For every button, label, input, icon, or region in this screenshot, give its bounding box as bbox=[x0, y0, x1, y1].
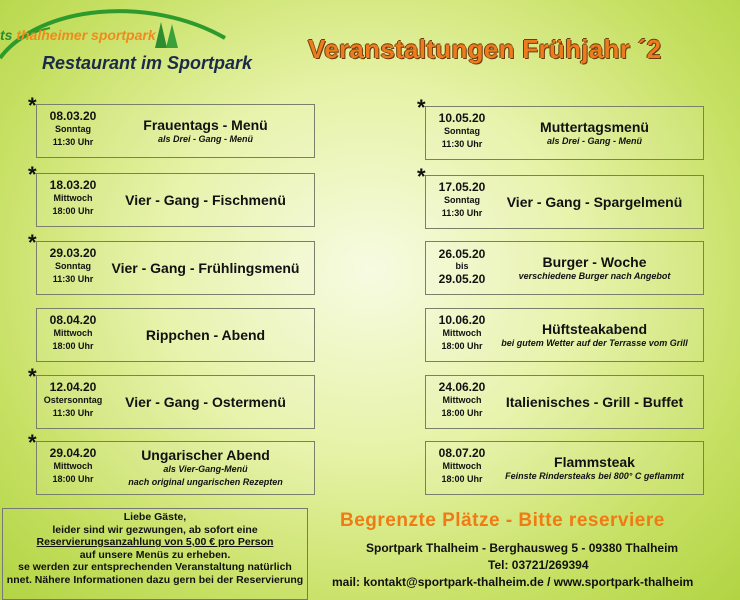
event-date: 24.06.20 Mittwoch 18:00 Uhr bbox=[438, 380, 486, 418]
event-note: verschiedene Burger nach Angebot bbox=[518, 270, 671, 281]
asterisk-icon: * bbox=[417, 164, 426, 189]
event-title: Vier - Gang - Ostermenü bbox=[125, 394, 286, 410]
event-date: 08.07.20 Mittwoch 18:00 Uhr bbox=[438, 446, 486, 484]
notice-line: se werden zur entsprechenden Veranstaltung natürlich bbox=[18, 561, 292, 573]
event-date: 10.05.20 Sonntag 11:30 Uhr bbox=[438, 111, 486, 149]
asterisk-icon: * bbox=[28, 162, 37, 187]
event-card bbox=[28, 93, 315, 158]
event-note: bei gutem Wetter auf der Terrasse vom Grill bbox=[501, 337, 688, 348]
event-note: als Drei - Gang - Menü bbox=[157, 133, 253, 144]
event-title: Rippchen - Abend bbox=[145, 327, 266, 343]
event-date: 18.03.20 Mittwoch 18:00 Uhr bbox=[49, 178, 97, 216]
event-title: Vier - Gang - Spargelmenü bbox=[506, 194, 683, 210]
event-card bbox=[417, 164, 704, 229]
event-date: 08.03.20 Sonntag 11:30 Uhr bbox=[49, 109, 97, 147]
event-date: 29.03.20 Sonntag 11:30 Uhr bbox=[49, 246, 97, 284]
event-note: Feinste Rindersteaks bei 800° C geflammt bbox=[505, 470, 684, 481]
event-date: 08.04.20 Mittwoch 18:00 Uhr bbox=[49, 313, 97, 351]
event-card bbox=[425, 308, 704, 362]
asterisk-icon: * bbox=[28, 230, 37, 255]
reservation-banner: Begrenzte Plätze - Bitte reserviere bbox=[340, 510, 665, 531]
notice-line: leider sind wir gezwungen, ab sofort eine bbox=[52, 523, 258, 536]
event-content bbox=[97, 442, 314, 494]
event-date: 12.04.20 Ostersonntag 11:30 Uhr bbox=[43, 380, 103, 418]
tree-icon bbox=[154, 22, 182, 50]
event-content bbox=[97, 105, 314, 157]
event-content bbox=[486, 442, 703, 494]
event-content bbox=[486, 107, 703, 159]
notice-line: Liebe Gäste, bbox=[123, 511, 187, 523]
event-content bbox=[486, 309, 703, 361]
event-card bbox=[28, 430, 315, 495]
asterisk-icon: * bbox=[28, 364, 37, 389]
event-date: 26.05.20 bis 29.05.20 bbox=[438, 247, 486, 286]
event-card bbox=[28, 364, 315, 429]
event-note: als Vier-Gang-Menü bbox=[163, 464, 248, 474]
event-content bbox=[97, 376, 314, 428]
event-card bbox=[425, 375, 704, 429]
page-title: Veranstaltungen Frühjahr ´2 bbox=[308, 34, 662, 64]
event-card bbox=[28, 230, 315, 295]
event-date: 29.04.20 Mittwoch 18:00 Uhr bbox=[49, 446, 97, 484]
event-title: Burger - Woche bbox=[542, 253, 647, 270]
asterisk-icon: * bbox=[417, 95, 426, 120]
subtitle: Restaurant im Sportpark bbox=[42, 53, 253, 73]
event-title: Vier - Gang - Frühlingsmenü bbox=[111, 260, 300, 276]
event-content bbox=[486, 242, 703, 294]
phone: Tel: 03721/269394 bbox=[488, 558, 589, 572]
event-card bbox=[28, 162, 315, 227]
event-title: Hüftsteakabend bbox=[541, 320, 648, 337]
asterisk-icon: * bbox=[28, 430, 37, 455]
event-card bbox=[425, 241, 704, 295]
notice-box bbox=[2, 508, 308, 600]
event-card bbox=[36, 308, 315, 362]
event-title: Flammsteak bbox=[554, 453, 635, 470]
event-content bbox=[486, 176, 703, 228]
event-note: nach original ungarischen Rezepten bbox=[128, 477, 283, 487]
asterisk-icon: * bbox=[28, 93, 37, 118]
event-title: Italienisches - Grill - Buffet bbox=[505, 394, 684, 410]
event-title: Muttertagsmenü bbox=[540, 118, 649, 135]
event-title: Ungarischer Abend bbox=[141, 447, 270, 463]
notice-line: Reservierungsanzahlung von 5,00 € pro Person bbox=[36, 536, 274, 548]
event-content bbox=[97, 309, 314, 361]
event-note: als Drei - Gang - Menü bbox=[546, 135, 642, 146]
address: Sportpark Thalheim - Berghausweg 5 - 09380 Thalheim bbox=[366, 541, 679, 555]
event-content bbox=[486, 376, 703, 428]
event-card bbox=[417, 95, 704, 160]
notice-line: auf unsere Menüs zu erheben. bbox=[79, 548, 231, 561]
event-date: 10.06.20 Mittwoch 18:00 Uhr bbox=[438, 313, 486, 351]
contact-links: mail: kontakt@sportpark-thalheim.de / www.sportpark-thalheim bbox=[332, 575, 694, 589]
event-content bbox=[97, 242, 314, 294]
event-date: 17.05.20 Sonntag 11:30 Uhr bbox=[438, 180, 486, 218]
event-card bbox=[425, 441, 704, 495]
event-content bbox=[97, 174, 314, 226]
event-title: Frauentags - Menü bbox=[143, 116, 268, 133]
notice-line: nnet. Nähere Informationen dazu gern bei der Reservierung bbox=[6, 573, 304, 586]
logo-text: ts thalheimer sportpark bbox=[0, 27, 156, 43]
event-title: Vier - Gang - Fischmenü bbox=[125, 192, 286, 208]
